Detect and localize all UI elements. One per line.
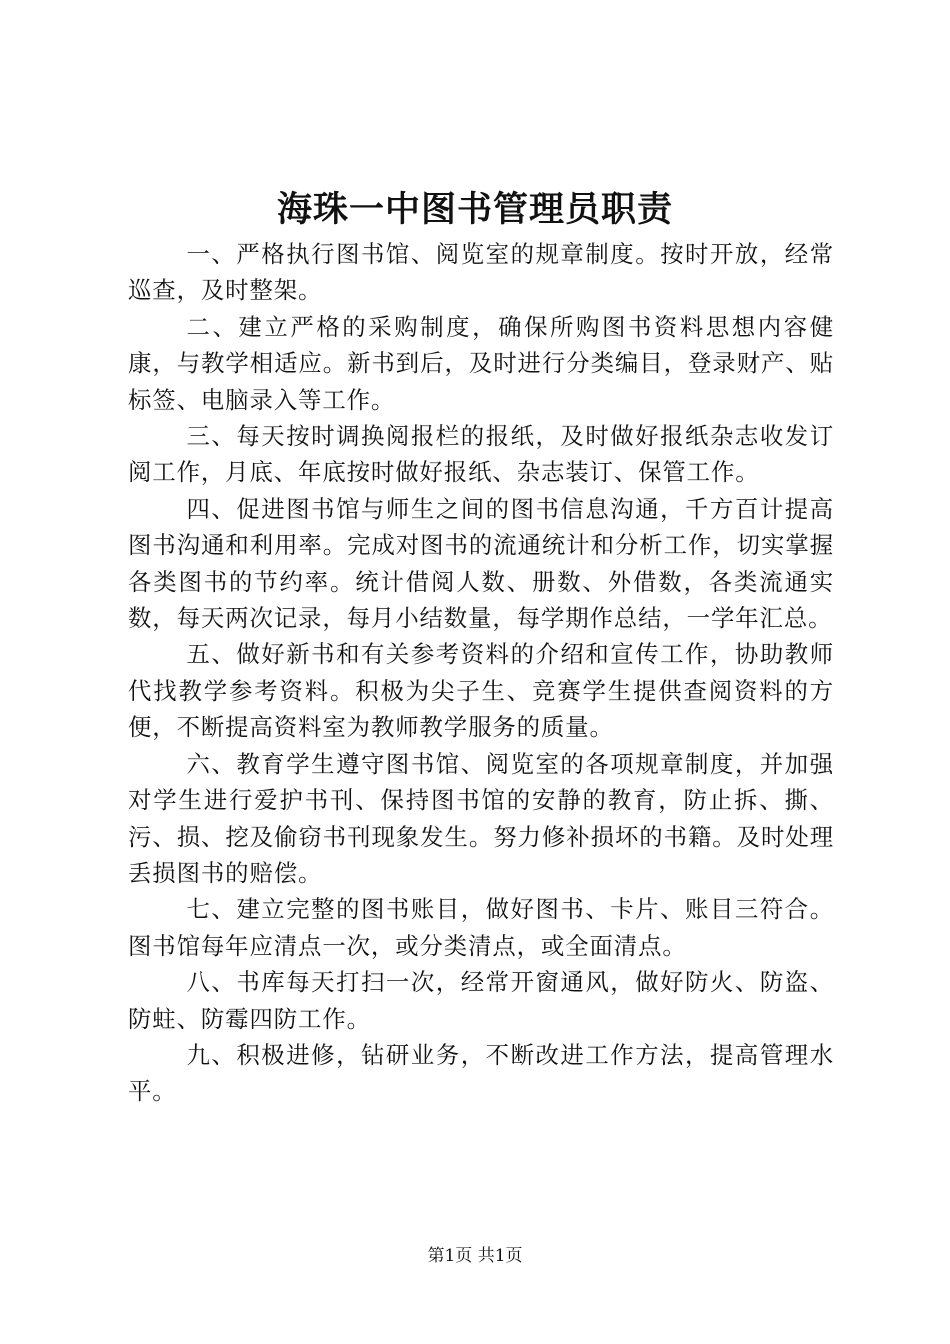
paragraph-7: 七、建立完整的图书账目，做好图书、卡片、账目三符合。图书馆每年应清点一次，或分类清点，或全面清点。 [128, 895, 834, 960]
document-body [128, 236, 834, 1110]
paragraph-3: 三、每天按时调换阅报栏的报纸，及时做好报纸杂志收发订阅工作，月底、年底按时做好报纸、杂志装订、保管工作。 [128, 422, 834, 487]
paragraph-4: 四、促进图书馆与师生之间的图书信息沟通，千方百计提高图书沟通和利用率。完成对图书的流通统计和分析工作，切实掌握各类图书的节约率。统计借阅人数、册数、外借数，各类流通实数，每天两次记录，每月小结数量，每学期作总结，一学年汇总。 [128, 494, 834, 633]
paragraph-1: 一、严格执行图书馆、阅览室的规章制度。按时开放，经常巡查，及时整架。 [128, 240, 834, 305]
paragraph-6: 六、教育学生遵守图书馆、阅览室的各项规章制度，并加强对学生进行爱护书刊、保持图书馆的安静的教育，防止拆、撕、污、损、挖及偷窃书刊现象发生。努力修补损坏的书籍。及时处理丢损图书的赔偿。 [128, 749, 834, 887]
paragraph-5: 五、做好新书和有关参考资料的介绍和宣传工作，协助教师代找教学参考资料。积极为尖子生、竞赛学生提供查阅资料的方便，不断提高资料室为教师教学服务的质量。 [128, 640, 834, 742]
paragraph-8: 八、书库每天打扫一次，经常开窗通风，做好防火、防盗、防蛀、防霉四防工作。 [128, 968, 834, 1033]
document-title: 海珠一中图书管理员职责 [276, 189, 673, 230]
paragraph-2: 二、建立严格的采购制度，确保所购图书资料思想内容健康，与教学相适应。新书到后，及时进行分类编目，登录财产、贴标签、电脑录入等工作。 [128, 312, 834, 414]
paragraph-9: 九、积极进修，钻研业务，不断改进工作方法，提高管理水平。 [128, 1040, 834, 1106]
page-footer: 第1页 共1页 [427, 1246, 523, 1266]
